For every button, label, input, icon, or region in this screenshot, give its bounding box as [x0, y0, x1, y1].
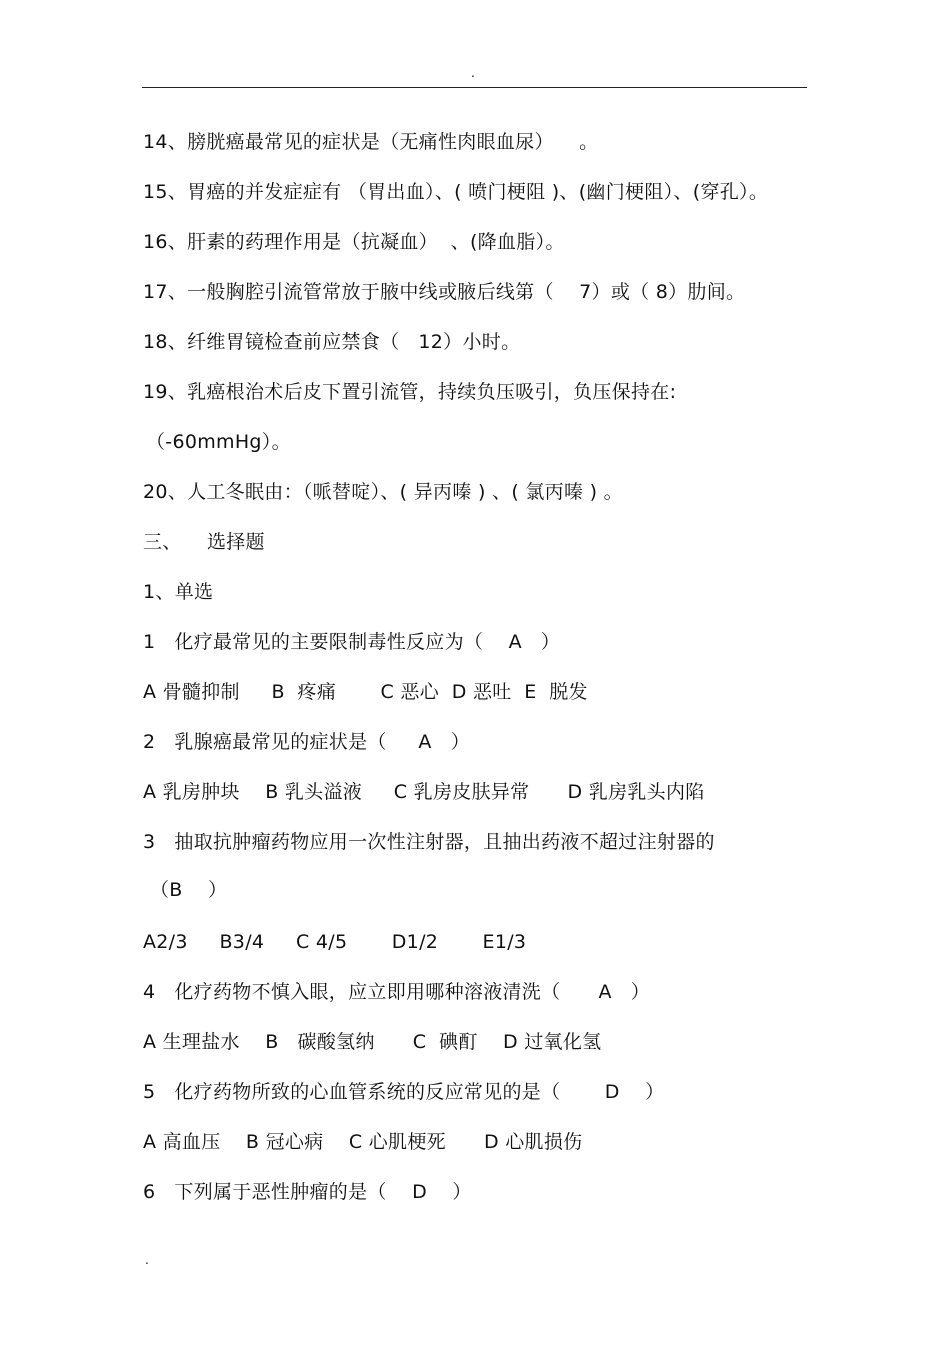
question-3-options: A2/3 B3/4 C 4/5 D1/2 E1/3 — [143, 931, 527, 953]
fill-blank-19-answer: （-60mmHg）。 — [146, 431, 291, 453]
question-3-answer: （B ） — [150, 879, 228, 901]
fill-blank-20: 20、人工冬眠由：（哌替啶）、( 异丙嗪 ) 、( 氯丙嗪 ) 。 — [143, 481, 623, 503]
fill-blank-17: 17、一般胸腔引流管常放于腋中线或腋后线第（ 7）或（ 8）肋间。 — [143, 281, 746, 303]
section-heading-choice: 三、 选择题 — [143, 531, 265, 553]
question-2-options: A 乳房肿块 B 乳头溢液 C 乳房皮肤异常 D 乳房乳头内陷 — [143, 781, 705, 803]
fill-blank-15: 15、胃癌的并发症症有 （胃出血）、( 喷门梗阻 )、(幽门梗阻）、(穿孔）。 — [143, 181, 769, 203]
header-mark: . — [471, 66, 475, 80]
question-3: 3 抽取抗肿瘤药物应用一次性注射器，且抽出药液不超过注射器的 — [143, 831, 715, 853]
question-5-options: A 高血压 B 冠心病 C 心肌梗死 D 心肌损伤 — [143, 1131, 583, 1153]
header-rule — [142, 87, 807, 88]
question-6: 6 下列属于恶性肿瘤的是（ D ） — [143, 1181, 472, 1203]
footer-mark: . — [145, 1253, 149, 1267]
fill-blank-19: 19、乳癌根治术后皮下置引流管，持续负压吸引，负压保持在: — [143, 381, 677, 403]
fill-blank-18: 18、纤维胃镜检查前应禁食（ 12）小时。 — [143, 331, 521, 353]
question-1: 1 化疗最常见的主要限制毒性反应为（ A ） — [143, 631, 561, 653]
fill-blank-16: 16、肝素的药理作用是（抗凝血） 、(降血脂）。 — [143, 231, 565, 253]
question-1-options: A 骨髓抑制 B 疼痛 C 恶心 D 恶吐 E 脱发 — [143, 681, 588, 703]
fill-blank-14: 14、膀胱癌最常见的症状是（无痛性肉眼血尿） 。 — [143, 131, 599, 153]
question-4-options: A 生理盐水 B 碳酸氢纳 C 碘酊 D 过氧化氢 — [143, 1031, 602, 1053]
question-2: 2 乳腺癌最常见的症状是（ A ） — [143, 731, 471, 753]
subsection-single-choice: 1、单选 — [143, 581, 214, 603]
question-5: 5 化疗药物所致的心血管系统的反应常见的是（ D ） — [143, 1081, 665, 1103]
question-4: 4 化疗药物不慎入眼，应立即用哪种溶液清洗（ A ） — [143, 981, 651, 1003]
